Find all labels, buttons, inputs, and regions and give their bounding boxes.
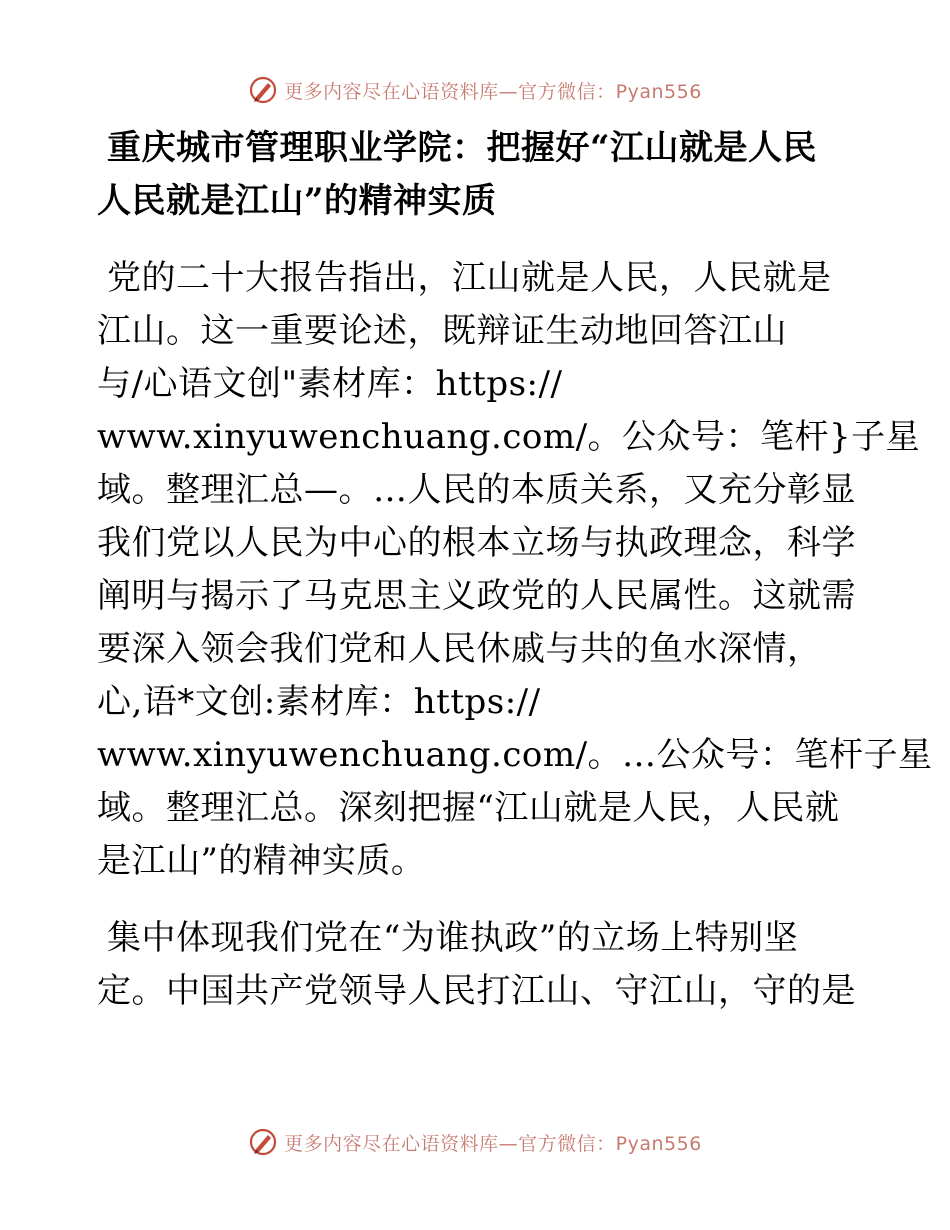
document-body xyxy=(97,122,933,1042)
text-line: 阐明与揭示了马克思主义政党的人民属性。这就需 xyxy=(97,576,856,616)
text-line: 集中体现我们党在“为谁执政”的立场上特别坚 xyxy=(107,918,799,958)
text-line: 江山。这一重要论述，既辩证生动地回答江山 xyxy=(97,311,787,351)
paragraph xyxy=(97,912,857,1018)
text-line: 域。整理汇总。深刻把握“江山就是人民，人民就 xyxy=(97,788,840,828)
text-line: 要深入领会我们党和人民休戚与共的鱼水深情， xyxy=(97,629,822,669)
text-line: www.xinyuwenchuang.com/。公众号：笔杆}子星 xyxy=(97,417,921,457)
text-line: www.xinyuwenchuang.com/。…公众号：笔杆子星 xyxy=(97,735,933,775)
text-line: 域。整理汇总—。…人民的本质关系，又充分彰显 xyxy=(97,470,856,510)
text-line: 与/心语文创"素材库：https:// xyxy=(97,364,563,404)
pen-logo-icon xyxy=(248,75,278,105)
text-line: 定。中国共产党领导人民打江山、守江山，守的是 xyxy=(97,971,856,1011)
watermark-footer xyxy=(0,1122,950,1162)
text-line: 党的二十大报告指出，江山就是人民，人民就是 xyxy=(107,258,832,298)
document-title xyxy=(97,122,857,228)
title-line: 人民就是江山”的精神实质 xyxy=(97,181,497,221)
watermark-header xyxy=(0,70,950,110)
text-line: 我们党以人民为中心的根本立场与执政理念，科学 xyxy=(97,523,856,563)
text-line: 心,语*文创:素材库：https:// xyxy=(97,682,541,722)
pen-logo-icon xyxy=(248,1127,278,1157)
text-line: 是江山”的精神实质。 xyxy=(97,841,426,881)
paragraph xyxy=(97,252,933,888)
watermark-text: 更多内容尽在心语资料库—官方微信：Pyan556 xyxy=(284,1132,702,1155)
title-line: 重庆城市管理职业学院：把握好“江山就是人民 xyxy=(107,128,818,168)
watermark-text: 更多内容尽在心语资料库—官方微信：Pyan556 xyxy=(284,80,702,103)
